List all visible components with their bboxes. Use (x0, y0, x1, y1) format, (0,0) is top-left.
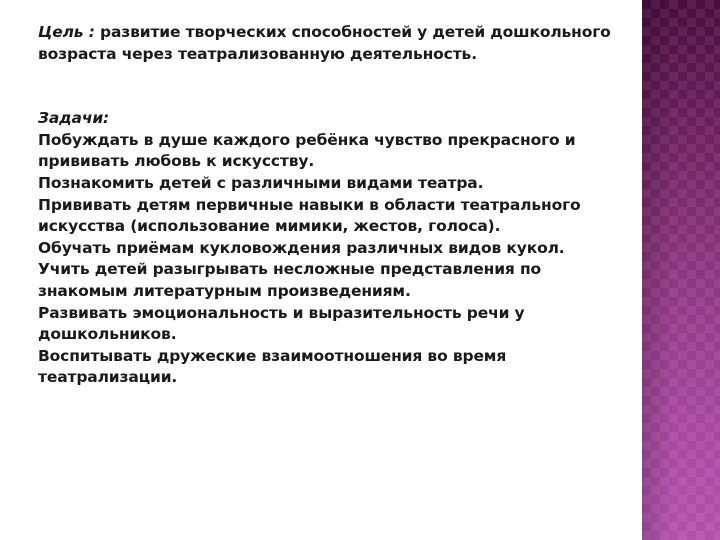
task-item: Прививать детям первичные навыки в области театрального искусства (использование мимики, жестов, голоса). (38, 195, 581, 236)
task-item: Развивать эмоциональность и выразительность речи у дошкольников. (38, 303, 525, 344)
decorative-side-band (642, 0, 720, 540)
task-item: Учить детей разыгрывать несложные представления по знакомым литературным произведениям. (38, 260, 542, 300)
slide-content (38, 22, 618, 389)
task-item: Побуждать в душе каждого ребёнка чувство прекрасного и прививать любовь к искусству. (38, 130, 576, 171)
goal-paragraph (38, 22, 618, 65)
tasks-heading: Задачи: (38, 109, 110, 128)
task-item: Познакомить детей с различными видами театра. (38, 173, 484, 192)
task-item: Воспитывать дружеские взаимоотношения во время театрализации. (38, 346, 507, 387)
task-item: Обучать приёмам кукловождения различных видов кукол. (38, 238, 565, 257)
task-list (38, 130, 618, 389)
goal-text: развитие творческих способностей у детей дошкольного возраста через театрализованную деятельность. (38, 23, 611, 63)
goal-label: Цель : (38, 23, 95, 41)
